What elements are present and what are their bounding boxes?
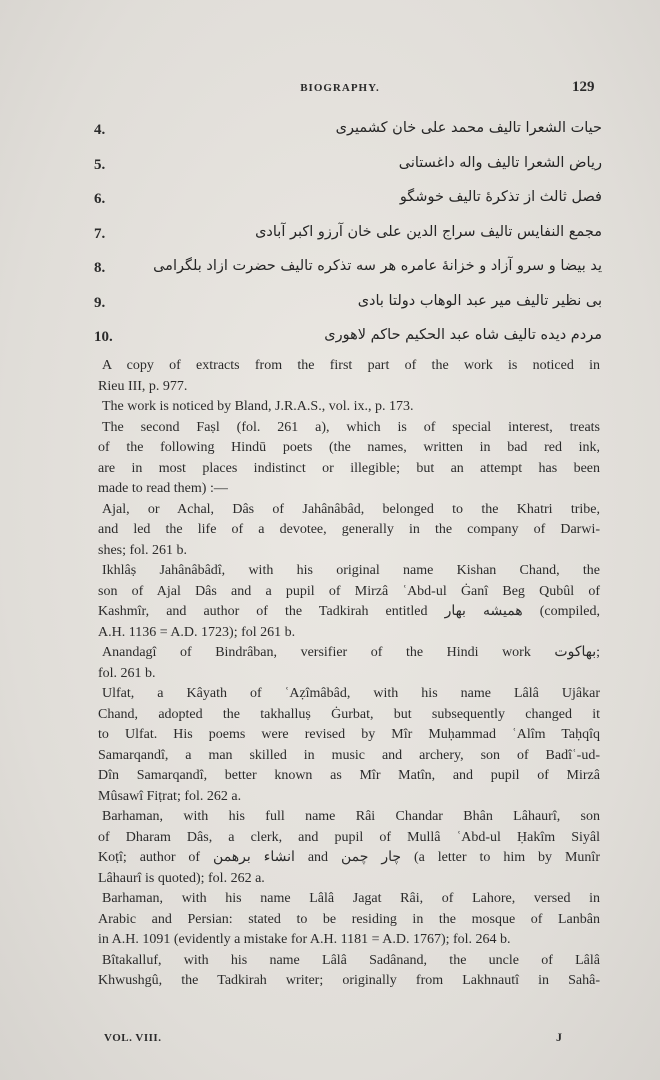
text-line: and led the life of a devotee, generally in the company of Darwi- bbox=[98, 522, 600, 537]
list-item bbox=[0, 256, 660, 291]
list-number: 6. bbox=[94, 191, 106, 207]
list-number: 8. bbox=[94, 260, 106, 276]
text-line: fol. 261 b. bbox=[98, 665, 156, 681]
persian-title: ید بیضا و سرو آزاد و خزانهٔ عامره هر سه تذکره تالیف حضرت ازاد بلگرامی bbox=[153, 258, 602, 274]
list-item bbox=[0, 153, 660, 188]
text-line: Mûsawî Fiṭrat; fol. 262 a. bbox=[98, 788, 242, 804]
paragraph bbox=[98, 643, 600, 684]
text-line: Samarqandî, a man skilled in music and archery, son of Badîʿ-ud- bbox=[98, 747, 600, 763]
running-head bbox=[0, 79, 660, 102]
text-line: are in most places indistinct or illegible; but an attempt has been bbox=[98, 460, 600, 476]
paragraph bbox=[98, 951, 600, 992]
text-line: made to read them) :— bbox=[98, 481, 228, 496]
text-line: Bîtakalluf, with his name Lâlâ Sadânand, the uncle of Lâlâ bbox=[102, 952, 600, 968]
text-line: Koṭî; author of انشاء برهمن and چار چمن (a letter to him by Munîr bbox=[98, 850, 600, 865]
numbered-persian-list bbox=[0, 118, 660, 360]
text-line: Lâhaurî is quoted); fol. 262 a. bbox=[98, 870, 265, 886]
list-item bbox=[0, 325, 660, 360]
text-line: Kashmîr, and author of the Tadkirah entitled همیشه بهار (compiled, bbox=[98, 604, 600, 619]
list-number: 10. bbox=[94, 329, 113, 345]
paragraph bbox=[98, 807, 600, 889]
text-line: The work is noticed by Bland, J.R.A.S., vol. ix., p. 173. bbox=[102, 399, 414, 414]
text-line: Ikhlâṣ Jahânâbâdî, with his original name Kishan Chand, the bbox=[102, 563, 600, 578]
list-number: 9. bbox=[94, 294, 106, 311]
running-title: BIOGRAPHY. bbox=[300, 82, 380, 94]
text-line: A.H. 1136 = A.D. 1723); fol 261 b. bbox=[98, 624, 296, 640]
list-item bbox=[0, 118, 660, 153]
paragraph bbox=[98, 500, 600, 562]
list-item bbox=[0, 187, 660, 222]
signature-mark: J bbox=[556, 1030, 562, 1044]
text-line: The second Faṣl (fol. 261 a), which is of special interest, treats bbox=[102, 419, 600, 435]
persian-title: مردم دیده تالیف شاه عبد الحکیم حاکم لاهوری bbox=[324, 327, 602, 343]
text-line: Ulfat, a Kâyath of ʿAẓîmâbâd, with his name Lâlâ Ujâkar bbox=[102, 686, 600, 701]
text-line: Khwushgû, the Tadkirah writer; originally from Lakhnautî in Sahâ- bbox=[98, 973, 600, 988]
text-line: Rieu III, p. 977. bbox=[98, 378, 188, 394]
persian-title: مجمع النفایس تالیف سراج الدین علی خان آرزو اکبر آبادی bbox=[255, 223, 602, 240]
paragraph bbox=[98, 561, 600, 643]
text-line: Arabic and Persian: stated to be residing in the mosque of Lanbân bbox=[98, 911, 600, 927]
text-line: of the following Hindū poets (the names, written in bad red ink, bbox=[98, 440, 600, 455]
list-number: 5. bbox=[94, 156, 106, 173]
text-line: Ajal, or Achal, Dâs of Jahânâbâd, belonged to the Khatri tribe, bbox=[102, 501, 600, 517]
text-line: shes; fol. 261 b. bbox=[98, 542, 188, 558]
paragraph bbox=[98, 356, 600, 397]
text-line: Barhaman, with his name Lâlâ Jagat Râi, of Lahore, versed in bbox=[102, 891, 600, 906]
text-line: in A.H. 1091 (evidently a mistake for A.H. 1181 = A.D. 1767); fol. 264 b. bbox=[98, 932, 511, 947]
list-number: 4. bbox=[94, 122, 106, 138]
persian-title: حیات الشعرا تالیف محمد علی خان کشمیری bbox=[335, 120, 602, 136]
paragraph bbox=[98, 889, 600, 951]
paragraph bbox=[98, 397, 600, 418]
list-number: 7. bbox=[94, 225, 106, 242]
text-line: Anandagî of Bindrâban, versifier of the Hindi work بهاکوت; bbox=[102, 645, 600, 660]
text-line: of Dharam Dâs, a clerk, and pupil of Mullâ ʿAbd-ul Ḥakîm Siyâl bbox=[98, 829, 600, 845]
volume-label: VOL. VIII. bbox=[104, 1032, 162, 1044]
page-number: 129 bbox=[572, 79, 595, 95]
text-line: Chand, adopted the takhalluṣ Ġurbat, but subsequently changed it bbox=[98, 706, 600, 722]
text-line: Barhaman, with his full name Râi Chandar Bhân Lâhaurî, son bbox=[102, 809, 600, 824]
paragraph bbox=[98, 418, 600, 500]
body-text bbox=[98, 356, 600, 992]
text-line: son of Ajal Dâs and a pupil of Mirzâ ʿAbd-ul Ġanî Beg Qubûl of bbox=[98, 583, 600, 599]
list-item bbox=[0, 222, 660, 257]
paragraph bbox=[98, 684, 600, 807]
persian-title: ریاض الشعرا تالیف واله داغستانی bbox=[398, 154, 602, 171]
text-line: A copy of extracts from the first part of the work is noticed in bbox=[102, 358, 600, 373]
text-line: Dîn Samarqandî, better known as Mîr Matîn, and pupil of Mirzâ bbox=[98, 768, 600, 783]
persian-title: فصل ثالث از تذکرهٔ تالیف خوشگو bbox=[399, 189, 602, 205]
list-item bbox=[0, 291, 660, 326]
page-footer bbox=[0, 1032, 660, 1052]
persian-title: بی نظیر تالیف میر عبد الوهاب دولتا بادی bbox=[357, 292, 602, 309]
text-line: to Ulfat. His poems were revised by Mîr Muḥammad ʿAlîm Taḥqîq bbox=[98, 727, 600, 742]
